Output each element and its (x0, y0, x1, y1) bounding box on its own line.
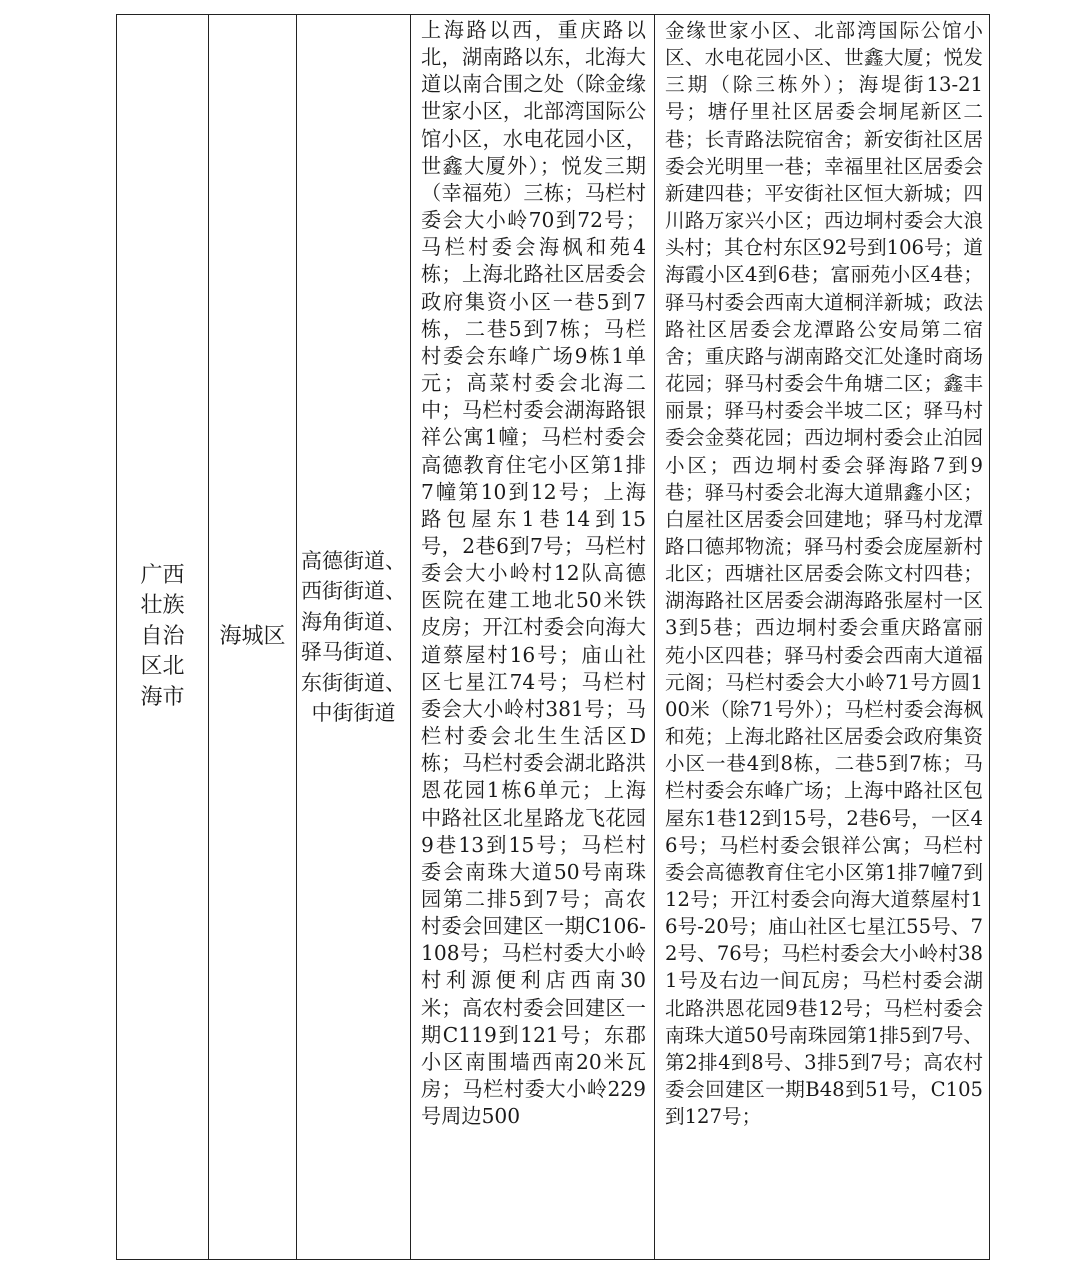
streets-cell (297, 15, 411, 1260)
area-list-cell-1 (411, 15, 655, 1260)
city-cell (117, 15, 209, 1260)
street-list (297, 546, 410, 729)
area-list-text-1: 上海路以西，重庆路以北，湖南路以东，北海大道以南合围之处（除金缘世家小区，北部湾国际公馆小区，水电花园小区，世鑫大厦外）；悦发三期（幸福苑）三栋；马栏村委会大小岭70到72号；马栏村委会海枫和苑4栋；上海北路社区居委会政府集资小区一巷5到7栋，二巷5到7栋；马栏村委会东峰广场9栋1单元；高菜村委会北海二中；马栏村委会湖海路银祥公寓1幢；马栏村委会高德教育住宅小区第1排7幢第10到12号；上海路包屋东1巷14到15号，2巷6到7号；马栏村委会大小岭村12队高德医院在建工地北50米铁皮房；开江村委会向海大道蔡屋村16号；庙山社区七星江74号；马栏村委会大小岭村381号；马栏村委会北生生活区D栋；马栏村委会湖北路洪恩花园1栋6单元；上海中路社区北星路龙飞花园9巷13到15号；马栏村委会南珠大道50号南珠园第二排5到7号；高农村委会回建区一期C106-108号；马栏村委大小岭村利源便利店西南30米；高农村委会回建区一期C119到121号；东郡小区南围墙西南20米瓦房；马栏村委大小岭229号周边500 (421, 18, 646, 1129)
city-name: 广西壮族自治区北海市 (140, 562, 185, 710)
district-name: 海城区 (219, 623, 286, 649)
district-cell (209, 15, 297, 1260)
table-row (117, 15, 990, 1260)
risk-area-table (116, 14, 990, 1260)
street-names: 高德街道、西街街道、海角街道、驿马街道、东街街道、中街街道 (301, 548, 406, 725)
area-list-text-2: 金缘世家小区、北部湾国际公馆小区、水电花园小区、世鑫大厦；悦发三期（除三栋外）；海堤街13-21号；塘仔里社区居委会垌尾新区二巷；长青路法院宿舍；新安街社区居委会光明里一巷；幸福里社区居委会新建四巷；平安街社区恒大新城；四川路万家兴小区；西边垌村委会大浪头村；其仓村东区92号到106号；道海霞小区4到6巷；富丽苑小区4巷；驿马村委会西南大道桐洋新城；政法路社区居委会龙潭路公安局第二宿舍；重庆路与湖南路交汇处逢时商场花园；驿马村委会牛角塘二区；鑫丰丽景；驿马村委会半坡二区；驿马村委会金葵花园；西边垌村委会止泊园小区；西边垌村委会驿海路7到9巷；驿马村委会北海大道鼎鑫小区；白屋社区居委会回建地；驿马村龙潭路口德邦物流；驿马村委会庞屋新村北区；西塘社区居委会陈文村四巷；湖海路社区居委会湖海路张屋村一区3到5巷；西边垌村委会重庆路富丽苑小区四巷；驿马村委会西南大道福元阁；马栏村委会大小岭71号方圆100米（除71号外）；马栏村委会海枫和苑；上海北路社区居委会政府集资小区一巷4到8栋，二巷5到7栋；马栏村委会东峰广场；上海中路社区包屋东1巷12到15号，2巷6号，一区46号；马栏村委会银祥公寓；马栏村委会高德教育住宅小区第1排7幢7到12号；开江村委会向海大道蔡屋村16号-20号；庙山社区七星江55号、72号、76号；马栏村委会大小岭村381号及右边一间瓦房；马栏村委会湖北路洪恩花园9巷12号；马栏村委会南珠大道50号南珠园第1排5到7号、第2排4到8号、3排5到7号；高农村委会回建区一期B48到51号，C105到127号； (665, 19, 983, 1129)
area-list-cell-2 (655, 15, 990, 1260)
